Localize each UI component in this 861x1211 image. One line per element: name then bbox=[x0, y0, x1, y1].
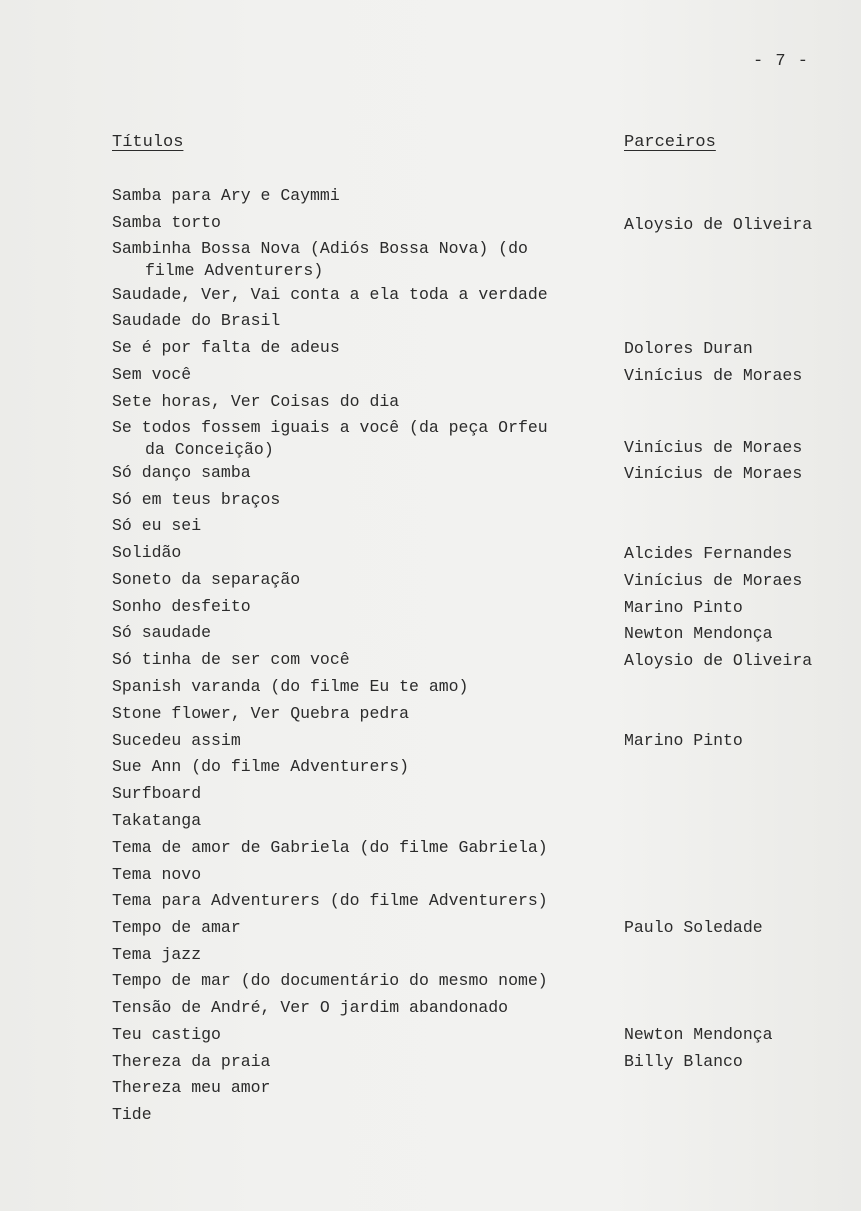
title-entry: Só danço samba bbox=[112, 463, 251, 482]
partners-column-header: Parceiros bbox=[624, 133, 716, 152]
title-entry: Tema novo bbox=[112, 865, 202, 884]
title-entry: Teu castigo bbox=[112, 1025, 221, 1044]
title-entry: Tema de amor de Gabriela (do filme Gabriela) bbox=[112, 838, 548, 857]
title-entry: Takatanga bbox=[112, 811, 202, 830]
title-entry: Surfboard bbox=[112, 784, 202, 803]
title-entry: Sem você bbox=[112, 365, 192, 384]
title-entry: Só eu sei bbox=[112, 516, 202, 535]
partner-entry: Vinícius de Moraes bbox=[624, 571, 803, 590]
title-entry: Sete horas, Ver Coisas do dia bbox=[112, 392, 400, 411]
partner-entry: Vinícius de Moraes bbox=[624, 366, 803, 385]
title-entry: Só saudade bbox=[112, 623, 212, 642]
partner-entry: Paulo Soledade bbox=[624, 918, 763, 937]
title-entry: Tempo de mar (do documentário do mesmo nome) bbox=[112, 971, 548, 990]
title-entry: Tema jazz bbox=[112, 945, 202, 964]
title-entry: Spanish varanda (do filme Eu te amo) bbox=[112, 677, 469, 696]
title-entry: Sucedeu assim bbox=[112, 731, 241, 750]
titles-column-header: Títulos bbox=[112, 133, 184, 152]
partner-entry: Vinícius de Moraes bbox=[624, 438, 803, 457]
title-entry: Tema para Adventurers (do filme Adventurers) bbox=[112, 891, 548, 910]
partner-entry: Billy Blanco bbox=[624, 1052, 743, 1071]
partner-entry: Dolores Duran bbox=[624, 339, 753, 358]
partner-entry: Vinícius de Moraes bbox=[624, 464, 803, 483]
title-entry: Stone flower, Ver Quebra pedra bbox=[112, 704, 410, 723]
title-entry: Tide bbox=[112, 1105, 152, 1124]
title-entry: Se todos fossem iguais a você (da peça Orfeu da Conceição) bbox=[112, 418, 548, 459]
partner-entry: Aloysio de Oliveira bbox=[624, 215, 813, 234]
partner-entry: Marino Pinto bbox=[624, 598, 743, 617]
title-entry: Thereza da praia bbox=[112, 1052, 271, 1071]
title-entry: Sonho desfeito bbox=[112, 597, 251, 616]
partner-entry: Aloysio de Oliveira bbox=[624, 651, 813, 670]
title-entry: Só em teus braços bbox=[112, 490, 281, 509]
title-entry: Samba torto bbox=[112, 213, 221, 232]
title-entry: Saudade, Ver, Vai conta a ela toda a verdade bbox=[112, 285, 548, 304]
page-number: - 7 - bbox=[753, 52, 810, 71]
partner-entry: Marino Pinto bbox=[624, 731, 743, 750]
title-entry: Solidão bbox=[112, 543, 182, 562]
partner-entry: Newton Mendonça bbox=[624, 624, 773, 643]
title-entry: Tempo de amar bbox=[112, 918, 241, 937]
title-entry: Thereza meu amor bbox=[112, 1078, 271, 1097]
title-entry: Samba para Ary e Caymmi bbox=[112, 186, 340, 205]
partner-entry: Newton Mendonça bbox=[624, 1025, 773, 1044]
title-entry: Soneto da separação bbox=[112, 570, 301, 589]
title-entry: Saudade do Brasil bbox=[112, 311, 281, 330]
partner-entry: Alcides Fernandes bbox=[624, 544, 793, 563]
title-entry: Sue Ann (do filme Adventurers) bbox=[112, 757, 410, 776]
title-entry: Tensão de André, Ver O jardim abandonado bbox=[112, 998, 509, 1017]
title-entry: Sambinha Bossa Nova (Adiós Bossa Nova) (do filme Adventurers) bbox=[112, 239, 528, 280]
title-entry: Só tinha de ser com você bbox=[112, 650, 350, 669]
title-entry: Se é por falta de adeus bbox=[112, 338, 340, 357]
